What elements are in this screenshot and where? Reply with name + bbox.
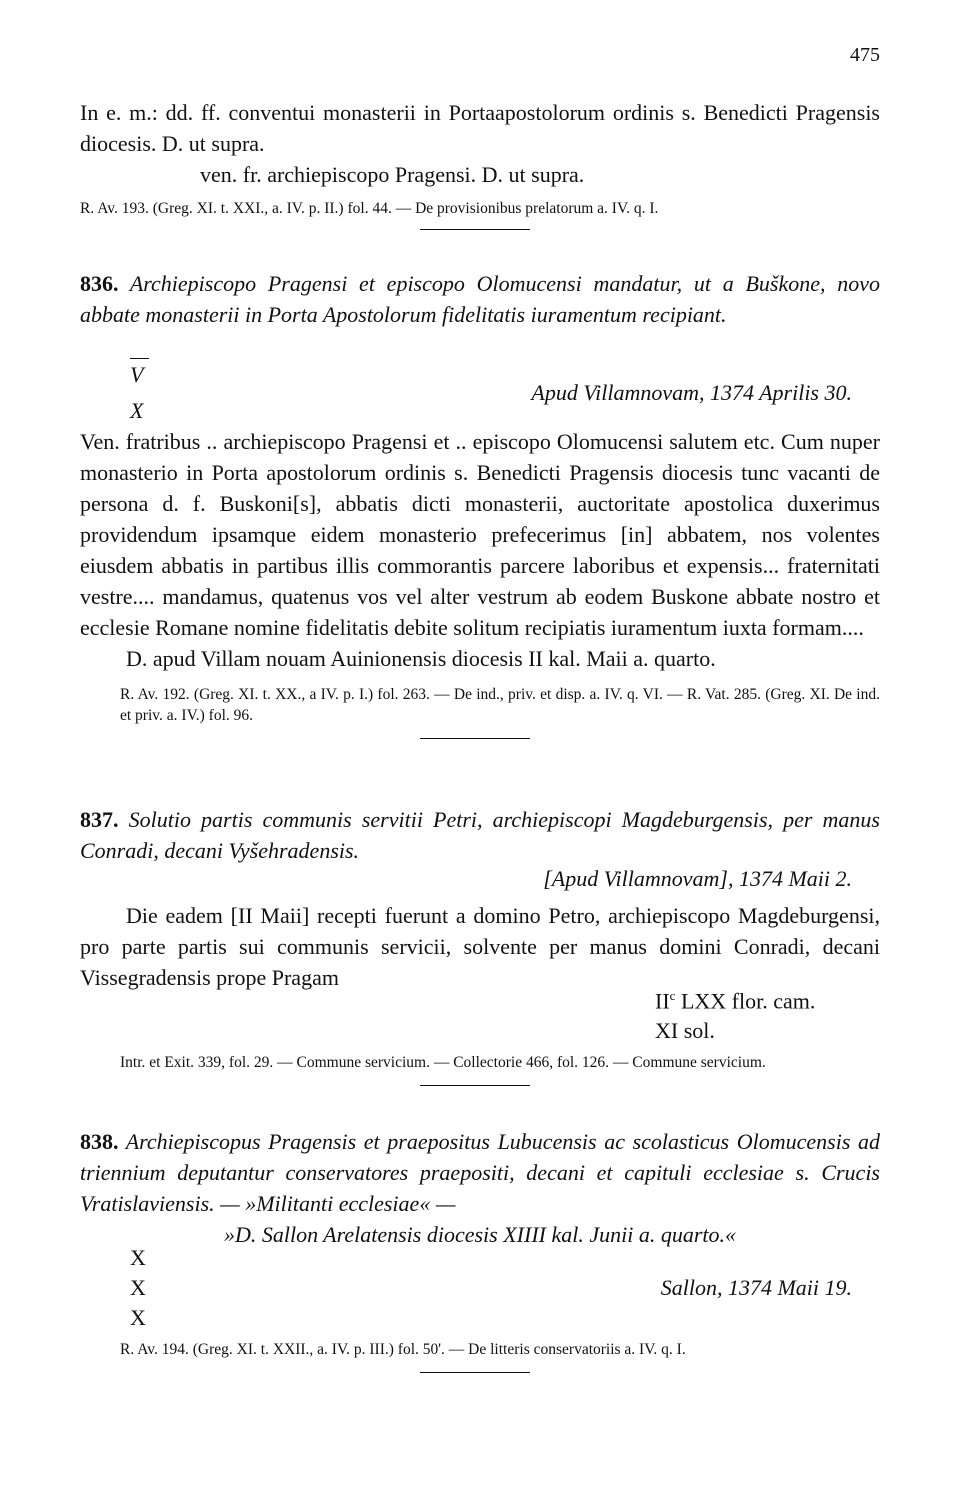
entry-836-dating: D. apud Villam nouam Auinionensis diocesis II kal. Maii a. quarto. bbox=[126, 646, 716, 671]
entry-837-place-date: [Apud Villamnovam], 1374 Maii 2. bbox=[543, 866, 852, 891]
entry-836 bbox=[80, 268, 880, 330]
entry-838-footer bbox=[80, 1339, 880, 1373]
separator-rule bbox=[420, 1372, 530, 1373]
entry-836-place-date: Apud Villamnovam, 1374 Aprilis 30. bbox=[531, 380, 852, 405]
entry-837-text: Die eadem [II Maii] recepti fuerunt a domino Petro, archiepiscopo Magdeburgensi, pro parte partis sui communis servicii, solvente per manus domini Conradi, decani Vissegradensis prope Pragam bbox=[80, 903, 880, 990]
entry-836-body bbox=[80, 426, 880, 739]
entry-837 bbox=[80, 804, 880, 866]
entry-837-footer bbox=[80, 1052, 880, 1086]
entry-837-body bbox=[80, 900, 880, 993]
intro-line-1: In e. m.: dd. ff. conventui monasterii in Portaapostolorum ordinis s. Benedicti Pragensis diocesis. D. ut supra. bbox=[80, 100, 880, 156]
entry-838-margin-1: X bbox=[130, 1245, 146, 1270]
intro-block bbox=[80, 97, 880, 230]
amount-1-text: LXX flor. cam. bbox=[675, 988, 816, 1014]
entry-836-number: 836. bbox=[80, 271, 119, 296]
amount-1-numeral: II bbox=[655, 988, 670, 1014]
entry-838 bbox=[80, 1126, 880, 1250]
entry-837-heading bbox=[80, 804, 880, 866]
entry-838-margin-3: X bbox=[130, 1305, 146, 1330]
entry-837-number: 837. bbox=[80, 807, 119, 832]
page-number: 475 bbox=[850, 44, 880, 66]
separator-rule bbox=[420, 1085, 530, 1086]
entry-838-note: R. Av. 194. (Greg. XI. t. XXII., a. IV. p. III.) fol. 50'. — De litteris conservatoriis a. IV. q. I. bbox=[120, 1341, 686, 1358]
entry-838-title-last: »D. Sallon Arelatensis diocesis XIIII kal. Junii a. quarto.« bbox=[223, 1222, 737, 1247]
entry-838-number: 838. bbox=[80, 1129, 119, 1154]
entry-836-title: Archiepiscopo Pragensi et episcopo Olomucensi mandatur, ut a Buškone, novo abbate monasterii in Porta Apostolorum fidelitatis iuramentum recipiant. bbox=[80, 271, 880, 327]
separator-rule bbox=[420, 229, 530, 230]
entry-836-margin-top: V bbox=[130, 362, 144, 387]
macron-mark bbox=[130, 358, 149, 359]
entry-837-amount-1 bbox=[655, 988, 815, 1014]
entry-837-amount-2: XI sol. bbox=[655, 1018, 715, 1043]
entry-838-title: Archiepiscopus Pragensis et praepositus Lubucensis ac scolasticus Olomucensis ad triennium deputantur conservatores praepositi, decani et capituli ecclesiae s. Crucis Vratislaviensis. — »Militanti ecclesiae« — bbox=[80, 1129, 881, 1216]
amount-1-superscript: c bbox=[669, 988, 676, 1003]
entry-836-text: Ven. fratribus .. archiepiscopo Pragensi et .. episcopo Olomucensi salutem etc. Cum nuper monasterio in Porta apostolorum ordinis s. Benedicti Pragensis diocesis tunc vacanti de persona d. f. Buskoni[s], abbatis dicti monasterii, auctoritate apostolica duxerimus providendum ipsamque eidem monasterio prefecerimus [in] abbatem, nos volentes eiusdem abbatis in partibus illis commorantis parcere laboribus et expensis... fraternitati vestre.... mandamus, quatenus vos vel alter vestrum ab eodem Buskone abbate nostro et ecclesie Romane nomine fidelitatis debite solitum recipiatis iuramentum iuxta formam.... bbox=[80, 429, 880, 640]
entry-838-place-date: Sallon, 1374 Maii 19. bbox=[660, 1275, 852, 1300]
entry-836-margin-bottom: X bbox=[130, 398, 144, 423]
intro-line-2: ven. fr. archiepiscopo Pragensi. D. ut supra. bbox=[200, 162, 585, 187]
entry-837-note: Intr. et Exit. 339, fol. 29. — Commune servicium. — Collectorie 466, fol. 126. — Commune servicium. bbox=[120, 1054, 766, 1071]
entry-838-margin-2: X bbox=[130, 1275, 146, 1300]
entry-836-heading bbox=[80, 268, 880, 330]
page bbox=[80, 0, 880, 1505]
separator-rule bbox=[420, 738, 530, 739]
entry-837-title: Solutio partis communis servitii Petri, archiepiscopi Magdeburgensis, per manus Conradi, decani Vyšehradensis. bbox=[80, 807, 880, 863]
entry-836-note: R. Av. 192. (Greg. XI. t. XX., a IV. p. I.) fol. 263. — De ind., priv. et disp. a. IV. q. VI. — R. Vat. 285. (Greg. XI. De ind. et priv. a. IV.) fol. 96. bbox=[120, 686, 880, 724]
intro-note: R. Av. 193. (Greg. XI. t. XXI., a. IV. p. II.) fol. 44. — De provisionibus prelatorum a. IV. q. I. bbox=[80, 200, 659, 217]
entry-838-heading bbox=[80, 1126, 880, 1219]
